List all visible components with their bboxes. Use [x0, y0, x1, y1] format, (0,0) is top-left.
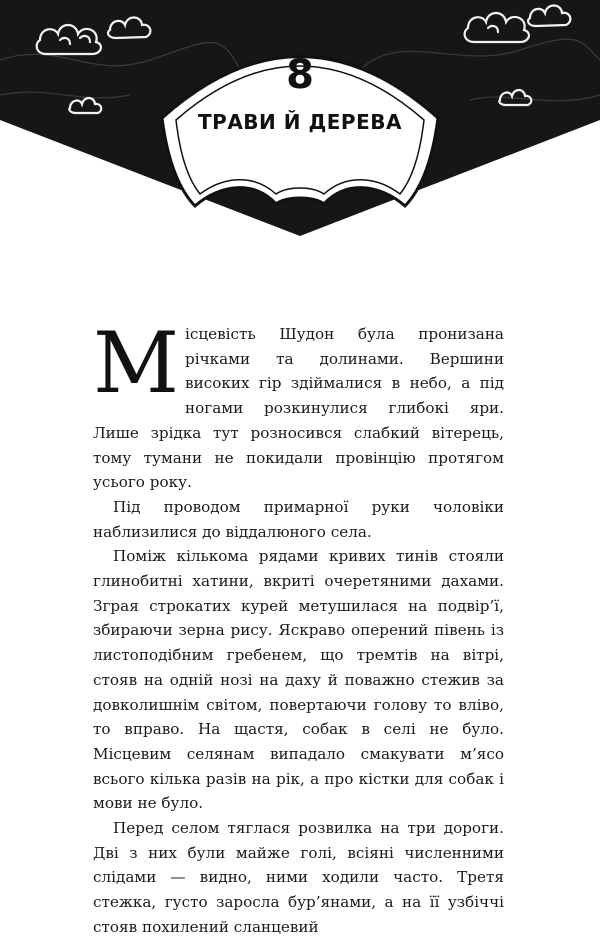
chapter-number: 8 [286, 52, 314, 98]
drop-cap: М [93, 314, 180, 412]
chapter-title: ТРАВИ Й ДЕРЕВА [198, 110, 402, 134]
paragraph-3: Поміж кількома рядами кривих тинів стояли глинобитні хатини, вкриті очеретяними дахами. Зграя строкатих курей метушилася на подвір’ї, збираючи зерна рису. Яскраво оперений півень із листоподібним гребенем, що тремтів на вітрі, стояв на одній нозі на даху й поважно стежив за довколишнім світом, повертаючи голову то вліво, то вправо. На щастя, собак в селі не було. Місцевим селянам випадало смакувати м’ясо всього кілька разів на рік, а про кістки для собак і мови не було. [93, 547, 504, 813]
paragraph-1 [93, 314, 504, 495]
paragraph-4: Перед селом тяглася розвилка на три дороги. Дві з них були майже голі, всіяні численними слідами — видно, ними ходили часто. Третя стежка, густо заросла бур’янами, а на її узбіччі стояв похилений сланцевий [93, 819, 504, 936]
paragraph-2: Під проводом примарної руки чоловіки наблизилися до віддалюного села. [93, 497, 504, 541]
paragraph-1-text: ісцевість Шудон була пронизана річками та долинами. Вершини високих гір здіймалися в небо, а під ногами розкинулися глибокі яри. Лише зрідка тут розносився слабкий вітерець, тому тумани не покидали провінцію протягом усього року. [93, 325, 504, 492]
body-text [93, 314, 504, 940]
